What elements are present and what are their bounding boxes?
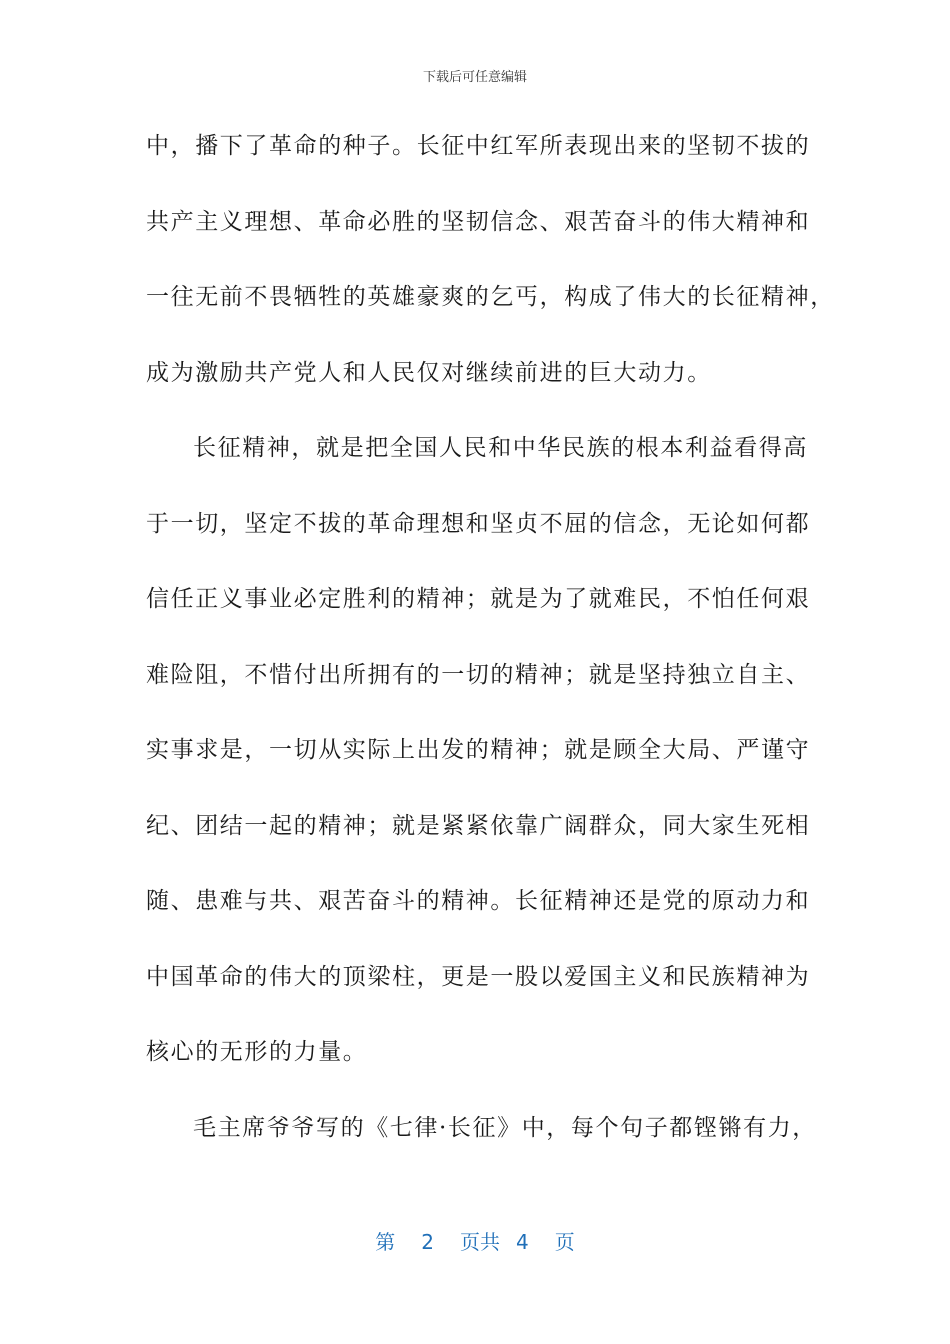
body-line: 于一切，坚定不拔的革命理想和坚贞不屈的信念，无论如何都 (146, 510, 811, 537)
footer-label-ye: 页 (554, 1230, 575, 1254)
paragraph-start-line: 长征精神，就是把全国人民和中华民族的根本利益看得高 (193, 435, 808, 461)
body-line: 一往无前不畏牺牲的英雄豪爽的乞丐，构成了伟大的长征精神， (146, 284, 835, 310)
body-line: 核心的无形的力量。 (146, 1039, 368, 1065)
body-line: 成为激励共产党人和人民仅对继续前进的巨大动力。 (146, 359, 712, 386)
body-line: 纪、团结一起的精神；就是紧紧依靠广阔群众，同大家生死相 (146, 812, 811, 839)
body-line: 难险阻，不惜付出所拥有的一切的精神；就是坚持独立自主、 (146, 661, 811, 688)
body-line: 共产主义理想、革命必胜的坚韧信念、艰苦奋斗的伟大精神和 (146, 208, 811, 235)
page-footer (0, 1226, 950, 1255)
document-body (146, 127, 835, 1184)
footer-page-current: 2 (421, 1230, 434, 1254)
footer-label-ye-gong: 页共 (460, 1230, 500, 1254)
body-line: 信任正义事业必定胜利的精神；就是为了就难民，不怕任何艰 (146, 586, 811, 612)
body-line: 实事求是，一切从实际上出发的精神；就是顾全大局、严谨守 (146, 737, 811, 763)
footer-page-total: 4 (516, 1230, 529, 1254)
page-header: 下载后可任意编辑 (422, 70, 527, 85)
body-line: 随、患难与共、艰苦奋斗的精神。长征精神还是党的原动力和 (146, 888, 811, 914)
body-line: 中国革命的伟大的顶梁柱，更是一股以爱国主义和民族精神为 (146, 963, 811, 990)
body-line: 中，播下了革命的种子。长征中红军所表现出来的坚韧不拔的 (146, 133, 811, 159)
footer-label-di: 第 (375, 1230, 396, 1254)
paragraph-start-line: 毛主席爷爷写的《七律·长征》中，每个句子都铿锵有力， (193, 1114, 817, 1141)
